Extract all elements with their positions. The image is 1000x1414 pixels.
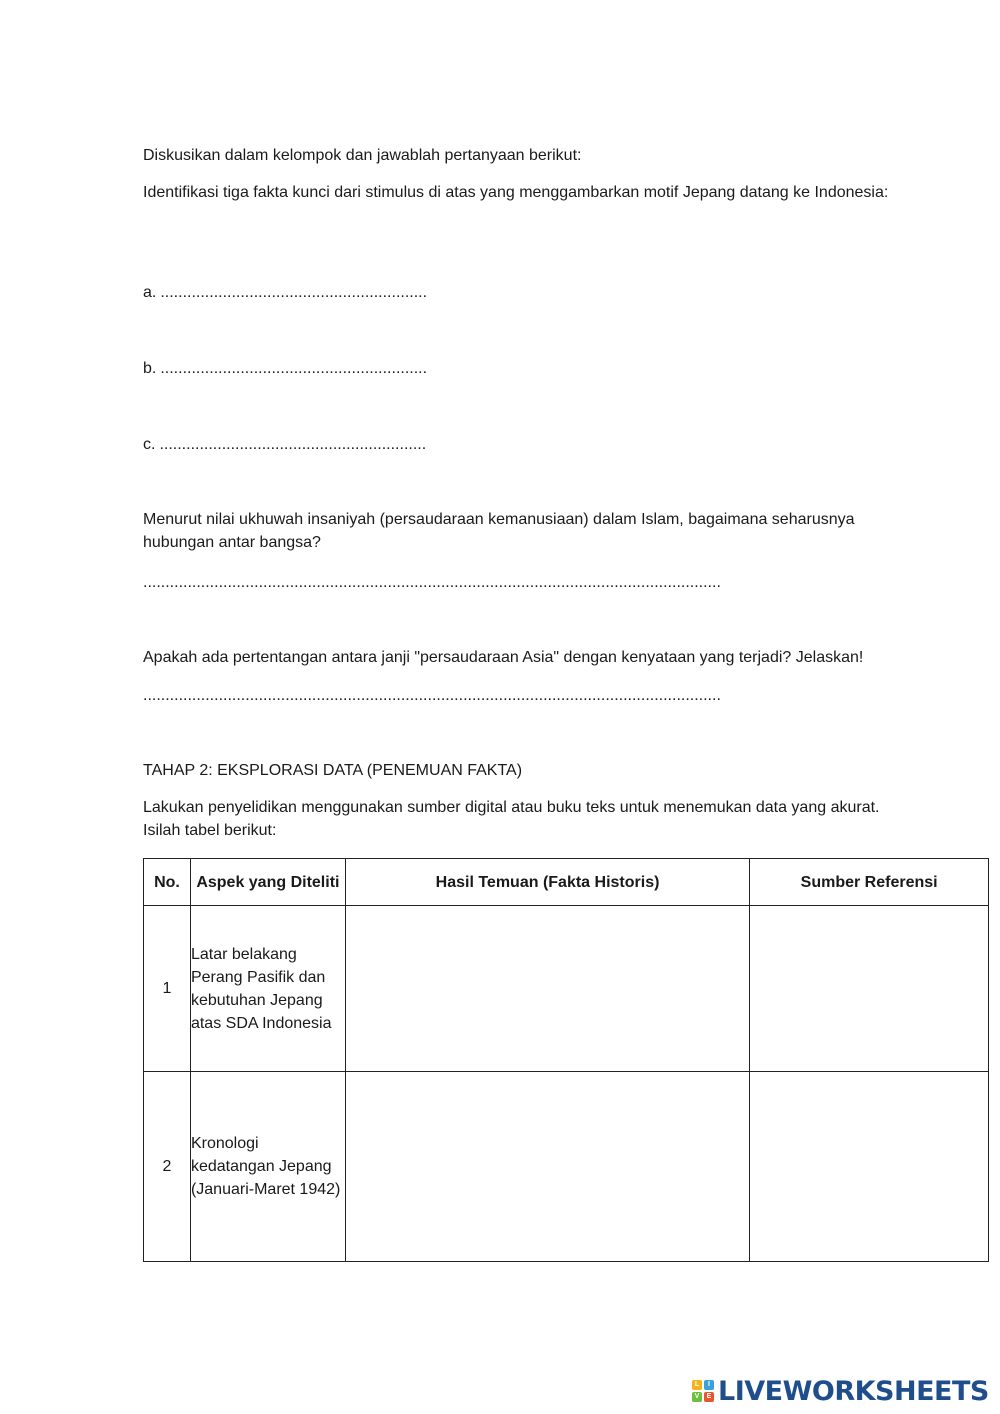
answer-blank-c[interactable]: ............................................................ xyxy=(159,436,427,453)
row-hasil-input[interactable] xyxy=(345,906,749,1072)
answer-line-b[interactable] xyxy=(143,359,427,379)
answer-blank-a[interactable]: ............................................................ xyxy=(160,284,428,301)
question-2-answer-line[interactable]: .................................................................................................................................. xyxy=(143,574,721,591)
table-row xyxy=(144,1072,989,1262)
answer-label-a: a. xyxy=(143,284,157,301)
answer-line-a[interactable] xyxy=(143,283,427,303)
question-1-text: Identifikasi tiga fakta kunci dari stimulus di atas yang menggambarkan motif Jepang datang ke Indonesia: xyxy=(143,184,889,201)
row-sumber-input[interactable] xyxy=(750,1072,989,1262)
logo-tile-icon: V xyxy=(692,1392,702,1402)
answer-line-c[interactable] xyxy=(143,435,426,455)
row-number: 1 xyxy=(144,906,191,1072)
liveworksheets-logo xyxy=(692,1374,989,1408)
row-number: 2 xyxy=(144,1072,191,1262)
research-table xyxy=(143,858,989,1262)
stage-2-instruction: Lakukan penyelidikan menggunakan sumber digital atau buku teks untuk menemukan data yang akurat. Isilah tabel berikut: xyxy=(143,799,880,839)
row-hasil-input[interactable] xyxy=(345,1072,749,1262)
logo-tile-icon: E xyxy=(704,1392,714,1402)
header-hasil: Hasil Temuan (Fakta Historis) xyxy=(345,859,749,906)
table-row xyxy=(144,906,989,1072)
row-sumber-input[interactable] xyxy=(750,906,989,1072)
logo-tile-icon: I xyxy=(704,1380,714,1390)
intro-text: Diskusikan dalam kelompok dan jawablah pertanyaan berikut: xyxy=(143,147,582,164)
question-2-text: Menurut nilai ukhuwah insaniyah (persaudaraan kemanusiaan) dalam Islam, bagaimana seharusnya hubungan antar bangsa? xyxy=(143,511,855,551)
answer-label-c: c. xyxy=(143,436,156,453)
table-header-row xyxy=(144,859,989,906)
stage-2-heading: TAHAP 2: EKSPLORASI DATA (PENEMUAN FAKTA) xyxy=(143,762,523,779)
logo-tile-icon: L xyxy=(692,1380,702,1390)
logo-grid-icon xyxy=(692,1380,714,1402)
header-no: No. xyxy=(144,859,191,906)
question-3-answer-line[interactable]: .................................................................................................................................. xyxy=(143,687,721,704)
header-aspek: Aspek yang Diteliti xyxy=(190,859,345,906)
row-aspek: Kronologi kedatangan Jepang (Januari-Maret 1942) xyxy=(190,1072,345,1262)
question-3-text: Apakah ada pertentangan antara janji "persaudaraan Asia" dengan kenyataan yang terjadi? Jelaskan! xyxy=(143,649,864,666)
answer-blank-b[interactable]: ............................................................ xyxy=(160,360,428,377)
answer-label-b: b. xyxy=(143,360,157,377)
row-aspek: Latar belakang Perang Pasifik dan kebutuhan Jepang atas SDA Indonesia xyxy=(190,906,345,1072)
header-sumber: Sumber Referensi xyxy=(750,859,989,906)
logo-text: LIVEWORKSHEETS xyxy=(718,1375,989,1407)
